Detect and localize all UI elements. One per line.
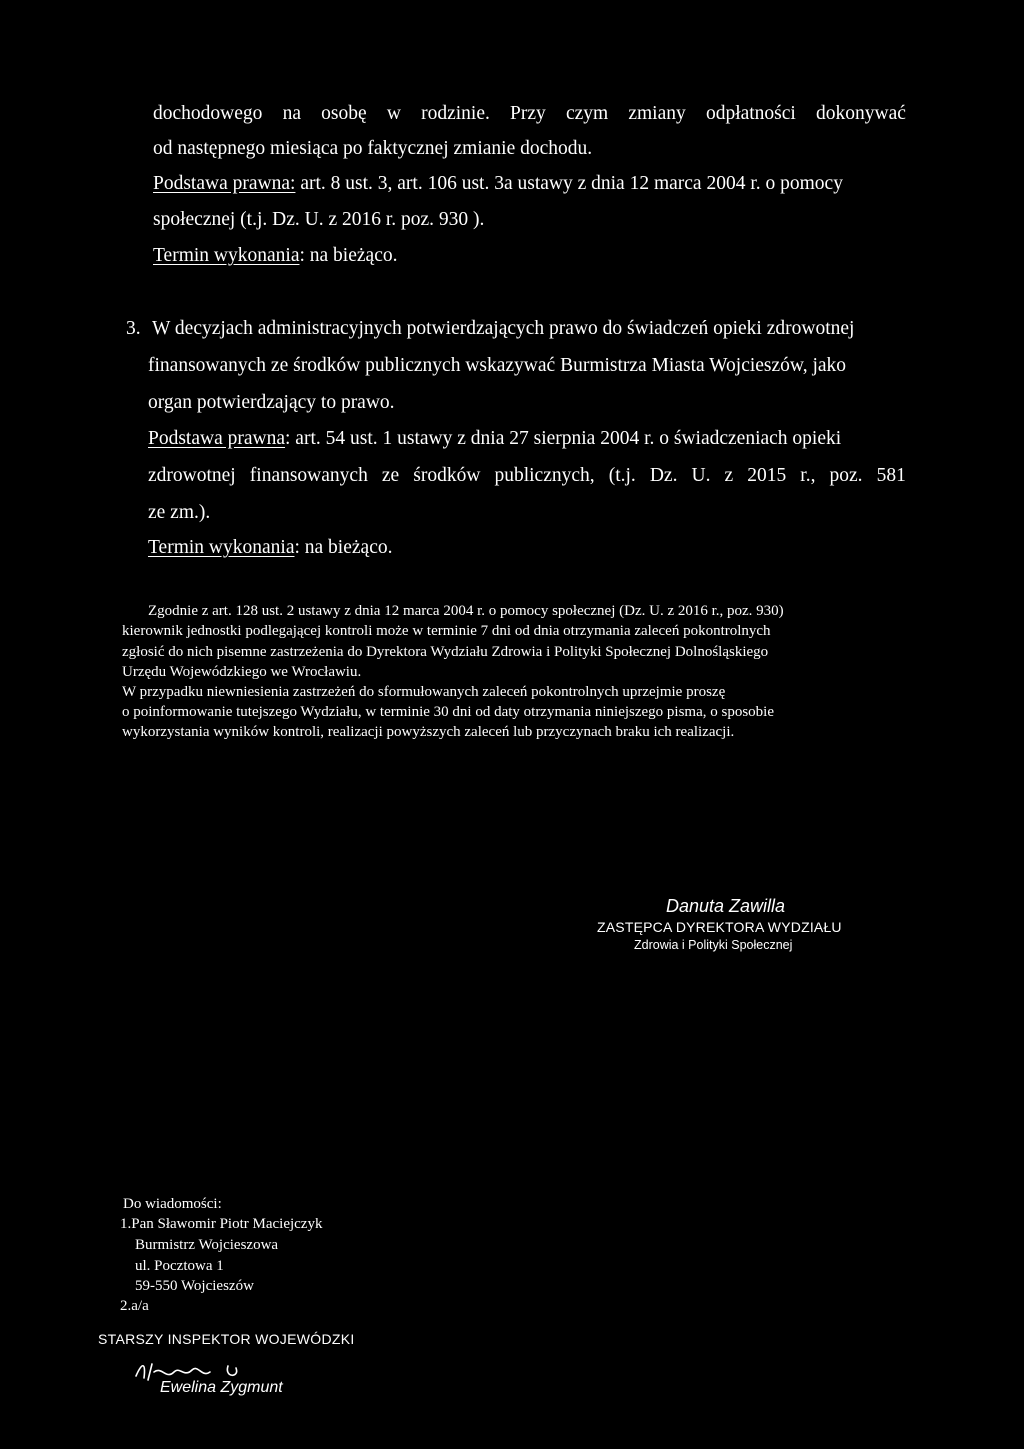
signature-title: ZASTĘPCA DYREKTORA WYDZIAŁU: [597, 919, 842, 935]
signature-name: Danuta Zawilla: [666, 896, 786, 916]
closing-line-7: wykorzystania wyników kontroli, realizacji powyższych zaleceń lub przyczynach braku ich realizacji.: [122, 724, 735, 740]
continuation-line-1: dochodowego na osobę w rodzinie. Przy czym zmiany odpłatności dokonywać: [153, 103, 906, 124]
item-3-deadline: Termin wykonania: na bieżąco.: [148, 537, 393, 558]
closing-line-2: kierownik jednostki podlegającej kontroli może w terminie 7 dni od dnia otrzymania zaleceń pokontrolnych: [122, 623, 771, 639]
item-3-legal-basis-line-3: ze zm.).: [148, 502, 211, 523]
continuation-deadline: Termin wykonania: na bieżąco.: [153, 245, 398, 266]
legal-basis-label: Podstawa prawna:: [153, 173, 296, 194]
distribution-item-1-line-3: ul. Pocztowa 1: [135, 1258, 224, 1274]
stamp-name: Ewelina Zygmunt: [160, 1379, 283, 1396]
continuation-line-2: od następnego miesiąca po faktycznej zmianie dochodu.: [153, 138, 593, 159]
closing-line-6: o poinformowanie tutejszego Wydziału, w terminie 30 dni od daty otrzymania niniejszego pisma, o sposobie: [122, 704, 775, 720]
item-3-number: 3.: [126, 318, 141, 339]
signature-department: Zdrowia i Polityki Społecznej: [634, 938, 793, 952]
distribution-item-1-line-2: Burmistrz Wojcieszowa: [135, 1237, 279, 1253]
deadline-label: Termin wykonania: [148, 537, 295, 558]
item-3-legal-basis: Podstawa prawna: art. 54 ust. 1 ustawy z dnia 27 sierpnia 2004 r. o świadczeniach opieki: [148, 428, 842, 449]
distribution-item-1: 1.Pan Sławomir Piotr Maciejczyk: [120, 1216, 323, 1232]
stamp-title: STARSZY INSPEKTOR WOJEWÓDZKI: [98, 1331, 355, 1347]
closing-line-1: Zgodnie z art. 128 ust. 2 ustawy z dnia 12 marca 2004 r. o pomocy społecznej (Dz. U. z 2016 r., poz. 930): [148, 603, 784, 619]
continuation-legal-basis: Podstawa prawna: art. 8 ust. 3, art. 106 ust. 3a ustawy z dnia 12 marca 2004 r. o pomocy: [153, 173, 843, 194]
item-3-line-2: finansowanych ze środków publicznych wskazywać Burmistrza Miasta Wojcieszów, jako: [148, 355, 847, 376]
legal-basis-label: Podstawa prawna: [148, 428, 286, 449]
distribution-item-2: 2.a/a: [120, 1298, 149, 1314]
continuation-legal-basis-line-2: społecznej (t.j. Dz. U. z 2016 r. poz. 930 ).: [153, 209, 485, 230]
closing-line-5: W przypadku niewniesienia zastrzeżeń do sformułowanych zaleceń pokontrolnych uprzejmie proszę: [122, 684, 726, 700]
item-3-line-1: W decyzjach administracyjnych potwierdzających prawo do świadczeń opieki zdrowotnej: [152, 318, 855, 339]
closing-line-4: Urzędu Wojewódzkiego we Wrocławiu.: [122, 664, 362, 680]
distribution-item-1-line-4: 59-550 Wojcieszów: [135, 1278, 254, 1294]
closing-line-3: zgłosić do nich pisemne zastrzeżenia do Dyrektora Wydziału Zdrowia i Polityki Społecznej Dolnośląskiego: [122, 644, 769, 660]
distribution-heading: Do wiadomości:: [123, 1196, 222, 1212]
item-3-legal-basis-line-2: zdrowotnej finansowanych ze środków publicznych, (t.j. Dz. U. z 2015 r., poz. 581: [148, 465, 906, 486]
deadline-label: Termin wykonania: [153, 245, 300, 266]
item-3-line-3: organ potwierdzający to prawo.: [148, 392, 395, 413]
